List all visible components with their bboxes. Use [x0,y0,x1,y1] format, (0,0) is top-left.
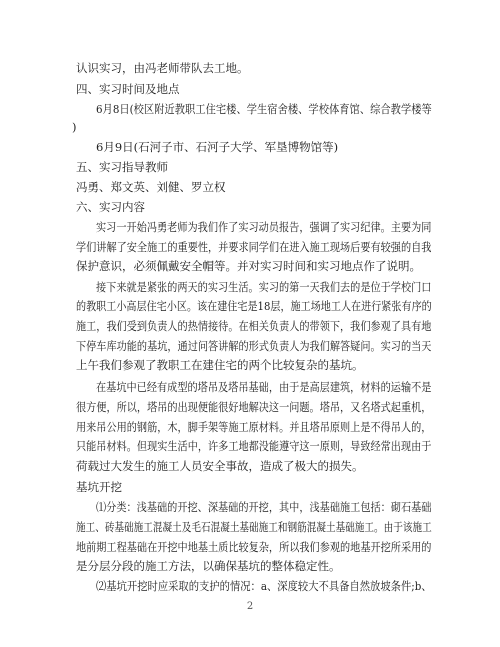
text-line: 是分层分段的施工方法，以确保基坑的整体稳定性。 [76,559,341,573]
text-line: ) [72,120,77,134]
text-line: ⑴分类：浅基础的开挖、深基础的开挖，其中，浅基础施工包括：砌石基础 [96,500,432,514]
text-line: ⑵基坑开挖时应采取的支护的情况：a、深度较大不具备自然放坡条件;b、 [96,579,432,593]
text-line: 实习一开始冯勇老师为我们作了实习动员报告，强调了实习纪律。主要为同 [96,220,432,234]
text-line: 荷载过大发生的施工人员安全事故，造成了极大的损失。 [76,459,364,473]
text-line: 只能吊材料。但现实生活中，许多工地都没能遵守这一原则，导致经常出现由于 [76,439,432,453]
text-line: 保护意识，必须佩戴安全帽等。并对实习时间和实习地点作了说明。 [76,259,421,273]
text-line: 施工、砖基础施工混凝土及毛石混凝土基础施工和钢筋混凝土基础施工。由于该施工 [76,520,432,534]
text-line: 下停车库功能的基坑，通过问答讲解的形式负责人为我们解答疑问。实习的当天 [76,339,432,353]
text-line: 施工，我们受到负责人的热情接待。在相关负责人的带领下，我们参观了具有地 [76,319,432,333]
section-heading: 四、实习时间及地点 [76,82,180,96]
text-line: 冯勇、郑文英、刘健、罗立权 [76,180,226,194]
text-line: 6月9日(石河子市、石河子大学、军垦博物馆等) [96,140,339,154]
text-line: 在基坑中已经有成型的塔吊及塔吊基础，由于是高层建筑，材料的运输不是 [96,380,432,394]
section-heading: 基坑开挖 [76,480,122,494]
text-line: 地前期工程基础在开挖中地基土质比较复杂，所以我们参观的地基开挖所采用的 [76,540,432,554]
page-number: 2 [246,601,254,612]
text-line: 认识实习，由冯老师带队去工地。 [76,61,249,75]
section-heading: 五、实习指导教师 [76,160,168,174]
text-line: 学们讲解了安全施工的重要性，并要求同学们在进入施工现场后要有较强的自我 [76,240,432,254]
text-line: 6月8日(校区附近教职工住宅楼、学生宿舍楼、学校体育馆、综合教学楼等 [96,102,432,116]
text-line: 的教职工小高层住宅小区。该在建住宅是18层，施工场地工人在进行紧张有序的 [76,299,432,313]
text-line: 上午我们参观了教职工在建住宅的两个比较复杂的基坑。 [76,358,364,372]
section-heading: 六、实习内容 [76,200,145,214]
text-line: 很方便，所以，塔吊的出现便能很好地解决这一问题。塔吊，又名塔式起重机， [76,400,432,414]
text-line: 接下来就是紧张的两天的实习生活。实习的第一天我们去的是位于学校门口 [96,280,432,294]
text-line: 用来吊公用的钢筋，木，脚手架等施工原材料。并且塔吊原则上是不得吊人的， [76,420,432,434]
